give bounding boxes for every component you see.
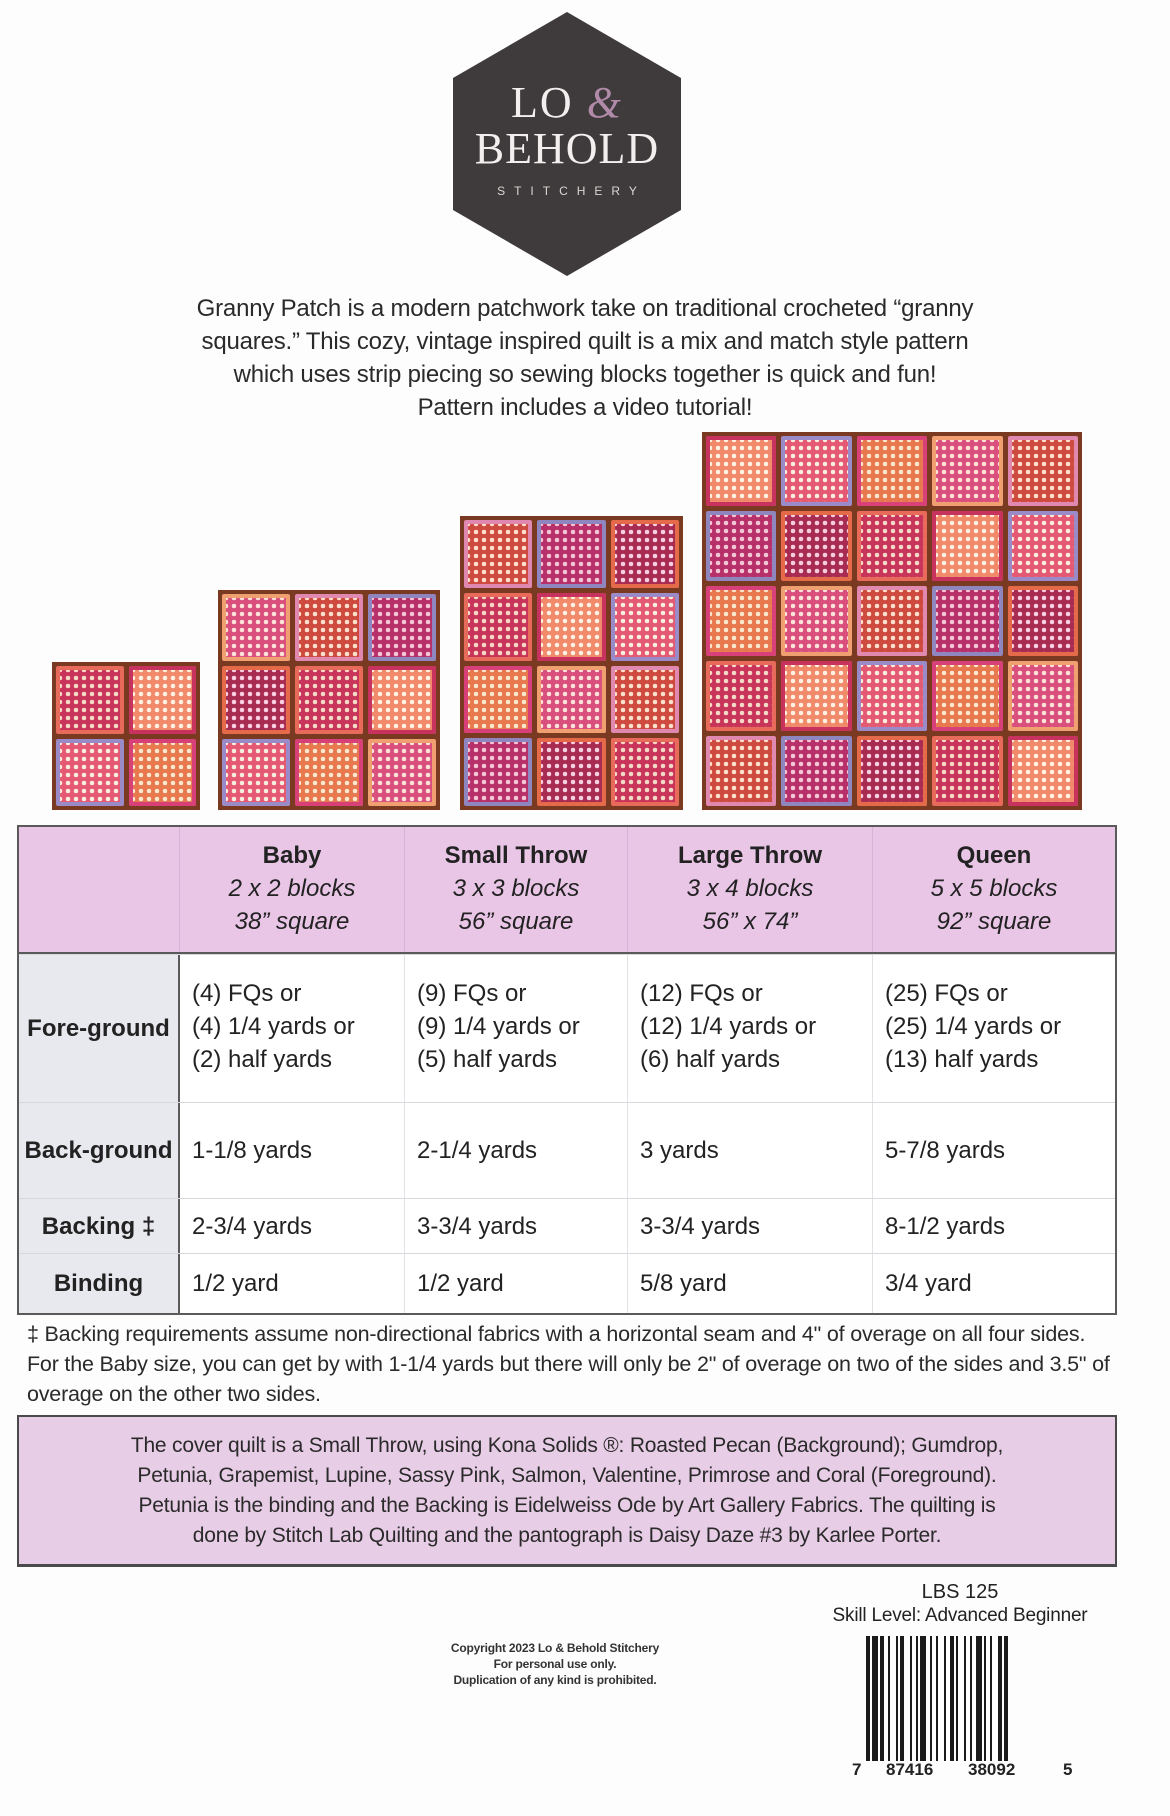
barcode-bars-icon <box>866 1636 1056 1761</box>
granny-square-block <box>295 739 363 806</box>
granny-square-block <box>781 661 851 731</box>
granny-square-block <box>706 511 776 581</box>
granny-square-block <box>537 666 605 734</box>
granny-square-block <box>706 736 776 806</box>
granny-square-block <box>1008 661 1078 731</box>
table-cell: 5/8 yard <box>627 1254 872 1313</box>
granny-square-block <box>295 666 363 733</box>
table-cell: 1/2 yard <box>404 1254 627 1313</box>
table-cell: (12) FQs or (12) 1/4 yards or (6) half yards <box>627 955 872 1102</box>
granny-square-block <box>1008 436 1078 506</box>
granny-square-block <box>857 436 927 506</box>
quilt-image-baby <box>52 662 200 810</box>
table-cell: (25) FQs or (25) 1/4 yards or (13) half yards <box>872 955 1115 1102</box>
granny-square-block <box>1008 511 1078 581</box>
granny-square-block <box>368 594 436 661</box>
table-corner-cell <box>19 827 180 952</box>
table-cell: 3-3/4 yards <box>627 1199 872 1253</box>
granny-square-block <box>611 520 679 588</box>
quilt-image-small-throw <box>218 590 440 810</box>
granny-square-block <box>222 594 290 661</box>
column-header-large-throw: Large Throw 3 x 4 blocks 56” x 74” <box>627 827 872 952</box>
row-label: Fore-ground <box>19 955 180 1102</box>
row-label: Back-ground <box>19 1103 180 1198</box>
granny-square-block <box>611 738 679 806</box>
note-line: done by Stitch Lab Quilting and the pantograph is Daisy Daze #3 by Karlee Porter. <box>192 1524 942 1547</box>
note-line: The cover quilt is a Small Throw, using Kona Solids ®: Roasted Pecan (Background); Gumdrop, <box>130 1434 1004 1457</box>
row-label: Binding <box>19 1254 180 1313</box>
table-cell: 3 yards <box>627 1103 872 1198</box>
granny-square-block <box>781 586 851 656</box>
granny-square-block <box>295 594 363 661</box>
granny-square-block <box>706 661 776 731</box>
granny-square-block <box>222 739 290 806</box>
description-line: squares.” This cozy, vintage inspired quilt is a mix and match style pattern <box>201 328 969 355</box>
table-row-background <box>19 1102 1115 1198</box>
row-label: Backing ‡ <box>19 1199 180 1253</box>
granny-square-block <box>1008 586 1078 656</box>
granny-square-block <box>56 666 124 734</box>
fabric-requirements-table <box>17 825 1117 1315</box>
granny-square-block <box>537 520 605 588</box>
granny-square-block <box>464 520 532 588</box>
granny-square-block <box>857 586 927 656</box>
table-row-backing <box>19 1198 1115 1253</box>
granny-square-block <box>781 436 851 506</box>
granny-square-block <box>932 586 1002 656</box>
barcode-digit-first: 7 <box>852 1760 862 1779</box>
granny-square-block <box>537 738 605 806</box>
granny-square-block <box>56 739 124 807</box>
note-line: Petunia, Grapemist, Lupine, Sassy Pink, Salmon, Valentine, Primrose and Coral (Foreground). <box>137 1464 997 1487</box>
granny-square-block <box>857 661 927 731</box>
description-line: Pattern includes a video tutorial! <box>417 394 753 421</box>
quilt-image-large-throw <box>460 516 683 810</box>
granny-square-block <box>706 586 776 656</box>
granny-square-block <box>537 593 605 661</box>
column-header-baby: Baby 2 x 2 blocks 38” square <box>228 842 356 935</box>
logo-ampersand: & <box>586 78 623 127</box>
granny-square-block <box>932 661 1002 731</box>
granny-square-block <box>932 511 1002 581</box>
granny-square-block <box>611 593 679 661</box>
product-code: LBS 125 <box>921 1581 999 1603</box>
granny-square-block <box>781 736 851 806</box>
logo-line-lo: LO & <box>511 78 623 127</box>
granny-square-block <box>932 436 1002 506</box>
granny-square-block <box>781 511 851 581</box>
table-cell: 1/2 yard <box>192 1270 279 1297</box>
barcode-group-left: 87416 <box>886 1760 934 1779</box>
backing-footnote: ‡ Backing requirements assume non-directional fabrics with a horizontal seam and 4" of overage on all four sides. For the Baby size, you can get by with 1-1/4 yards but there will only be 2" of overage on two of the sides and 3.5" of overage on the other two sides. <box>27 1322 1110 1406</box>
barcode <box>852 1636 1073 1779</box>
granny-square-block <box>222 666 290 733</box>
description-line: Granny Patch is a modern patchwork take on traditional crocheted “granny <box>196 295 974 322</box>
quilt-image-queen <box>702 432 1082 810</box>
granny-square-block <box>129 666 197 734</box>
granny-square-block <box>611 666 679 734</box>
table-row-binding <box>19 1253 1115 1313</box>
barcode-group-right: 38092 <box>968 1760 1016 1779</box>
table-cell: 3-3/4 yards <box>404 1199 627 1253</box>
granny-square-block <box>464 593 532 661</box>
table-header-row <box>19 827 1115 954</box>
barcode-digit-last: 5 <box>1063 1760 1073 1779</box>
description-line: which uses strip piecing so sewing blocks together is quick and fun! <box>233 361 937 388</box>
granny-square-block <box>129 739 197 807</box>
granny-square-block <box>1008 736 1078 806</box>
table-cell: (9) FQs or (9) 1/4 yards or (5) half yards <box>404 955 627 1102</box>
table-cell: 5-7/8 yards <box>872 1103 1115 1198</box>
granny-square-block <box>368 666 436 733</box>
table-cell: 1-1/8 yards <box>192 1137 313 1164</box>
pattern-description <box>60 292 1110 424</box>
granny-square-block <box>464 666 532 734</box>
logo-line-stitchery: STITCHERY <box>497 184 646 198</box>
granny-square-block <box>857 736 927 806</box>
granny-square-block <box>368 739 436 806</box>
table-cell: 3/4 yard <box>872 1254 1115 1313</box>
table-cell: (4) FQs or (4) 1/4 yards or (2) half yards <box>192 980 355 1073</box>
column-header-queen: Queen 5 x 5 blocks 92” square <box>872 827 1115 952</box>
skill-level: Skill Level: Advanced Beginner <box>832 1605 1088 1626</box>
granny-square-block <box>706 436 776 506</box>
table-row-foreground <box>19 954 1115 1102</box>
copyright-notice: Copyright 2023 Lo & Behold Stitchery For personal use only. Duplication of any kind is prohibited. <box>450 1641 660 1687</box>
granny-square-block <box>857 511 927 581</box>
brand-logo <box>449 10 685 278</box>
note-line: Petunia is the binding and the Backing is Eidelweiss Ode by Art Gallery Fabrics. The quilting is <box>138 1494 996 1517</box>
table-cell: 2-1/4 yards <box>404 1103 627 1198</box>
table-cell: 8-1/2 yards <box>872 1199 1115 1253</box>
granny-square-block <box>932 736 1002 806</box>
table-cell: 2-3/4 yards <box>192 1212 313 1240</box>
product-info <box>800 1580 1120 1628</box>
cover-quilt-note <box>17 1415 1117 1567</box>
logo-line-behold: BEHOLD <box>474 124 660 173</box>
granny-square-block <box>464 738 532 806</box>
column-header-small-throw: Small Throw 3 x 3 blocks 56” square <box>404 827 627 952</box>
